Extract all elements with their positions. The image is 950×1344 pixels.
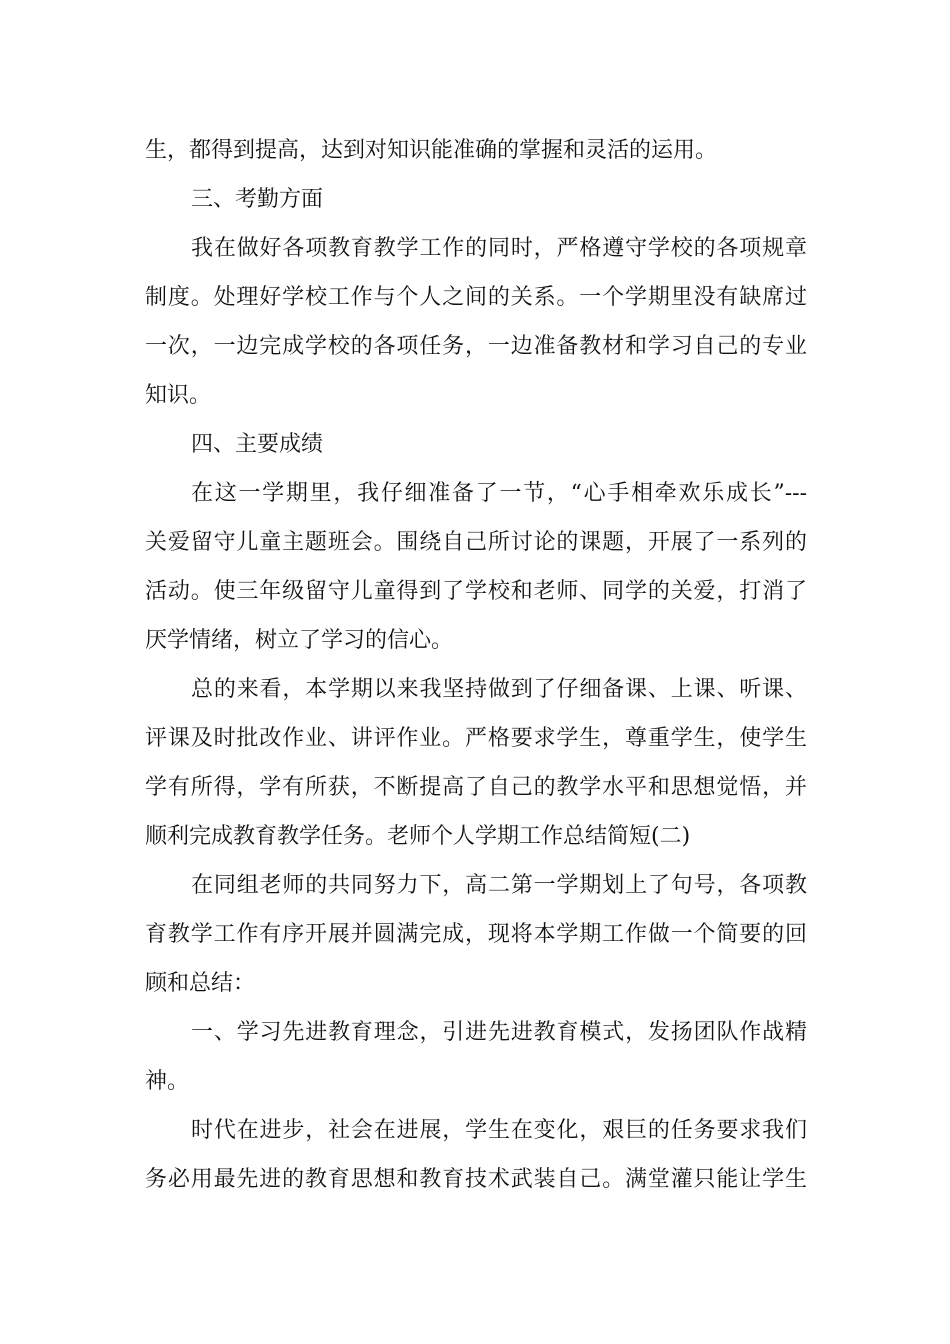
- text-line: 我在做好各项教育教学工作的同时，严格遵守学校的各项规章: [191, 236, 807, 261]
- text-line: 神。: [145, 1069, 190, 1094]
- body-text: [145, 126, 807, 1204]
- text-line: 生，都得到提高，达到对知识能准确的掌握和灵活的运用。: [145, 138, 718, 163]
- text-line: 活动。使三年级留守儿童得到了学校和老师、同学的关爱，打消了: [145, 579, 807, 604]
- text-line: 关爱留守儿童主题班会。围绕自己所讨论的课题，开展了一系列的: [145, 530, 807, 555]
- text-line: 总的来看，本学期以来我坚持做到了仔细备课、上课、听课、: [191, 677, 807, 702]
- text-line: 知识。: [145, 383, 212, 408]
- text-line: 评课及时批改作业、讲评作业。严格要求学生，尊重学生，使学生: [145, 726, 807, 751]
- text-line: 顺利完成教育教学任务。老师个人学期工作总结简短(二): [145, 824, 691, 849]
- text-line: 厌学情绪，树立了学习的信心。: [145, 628, 454, 653]
- text-line: 四、主要成绩: [191, 432, 324, 457]
- text-line: 顾和总结：: [145, 971, 256, 996]
- text-line: 在这一学期里，我仔细准备了一节，“心手相牵欢乐成长”---: [191, 481, 807, 506]
- text-line: 育教学工作有序开展并圆满完成，现将本学期工作做一个简要的回: [145, 922, 807, 947]
- text-line: 一次，一边完成学校的各项任务，一边准备教材和学习自己的专业: [145, 334, 807, 359]
- text-line: 三、考勤方面: [191, 187, 324, 212]
- text-line: 务必用最先进的教育思想和教育技术武装自己。满堂灌只能让学生: [145, 1167, 807, 1192]
- text-line: 一、学习先进教育理念，引进先进教育模式，发扬团队作战精: [191, 1020, 807, 1045]
- text-line: 时代在进步，社会在进展，学生在变化，艰巨的任务要求我们: [191, 1118, 807, 1143]
- text-line: 制度。处理好学校工作与个人之间的关系。一个学期里没有缺席过: [145, 285, 807, 310]
- text-line: 学有所得，学有所获，不断提高了自己的教学水平和思想觉悟，并: [145, 775, 807, 800]
- text-line: 在同组老师的共同努力下，高二第一学期划上了句号，各项教: [191, 873, 807, 898]
